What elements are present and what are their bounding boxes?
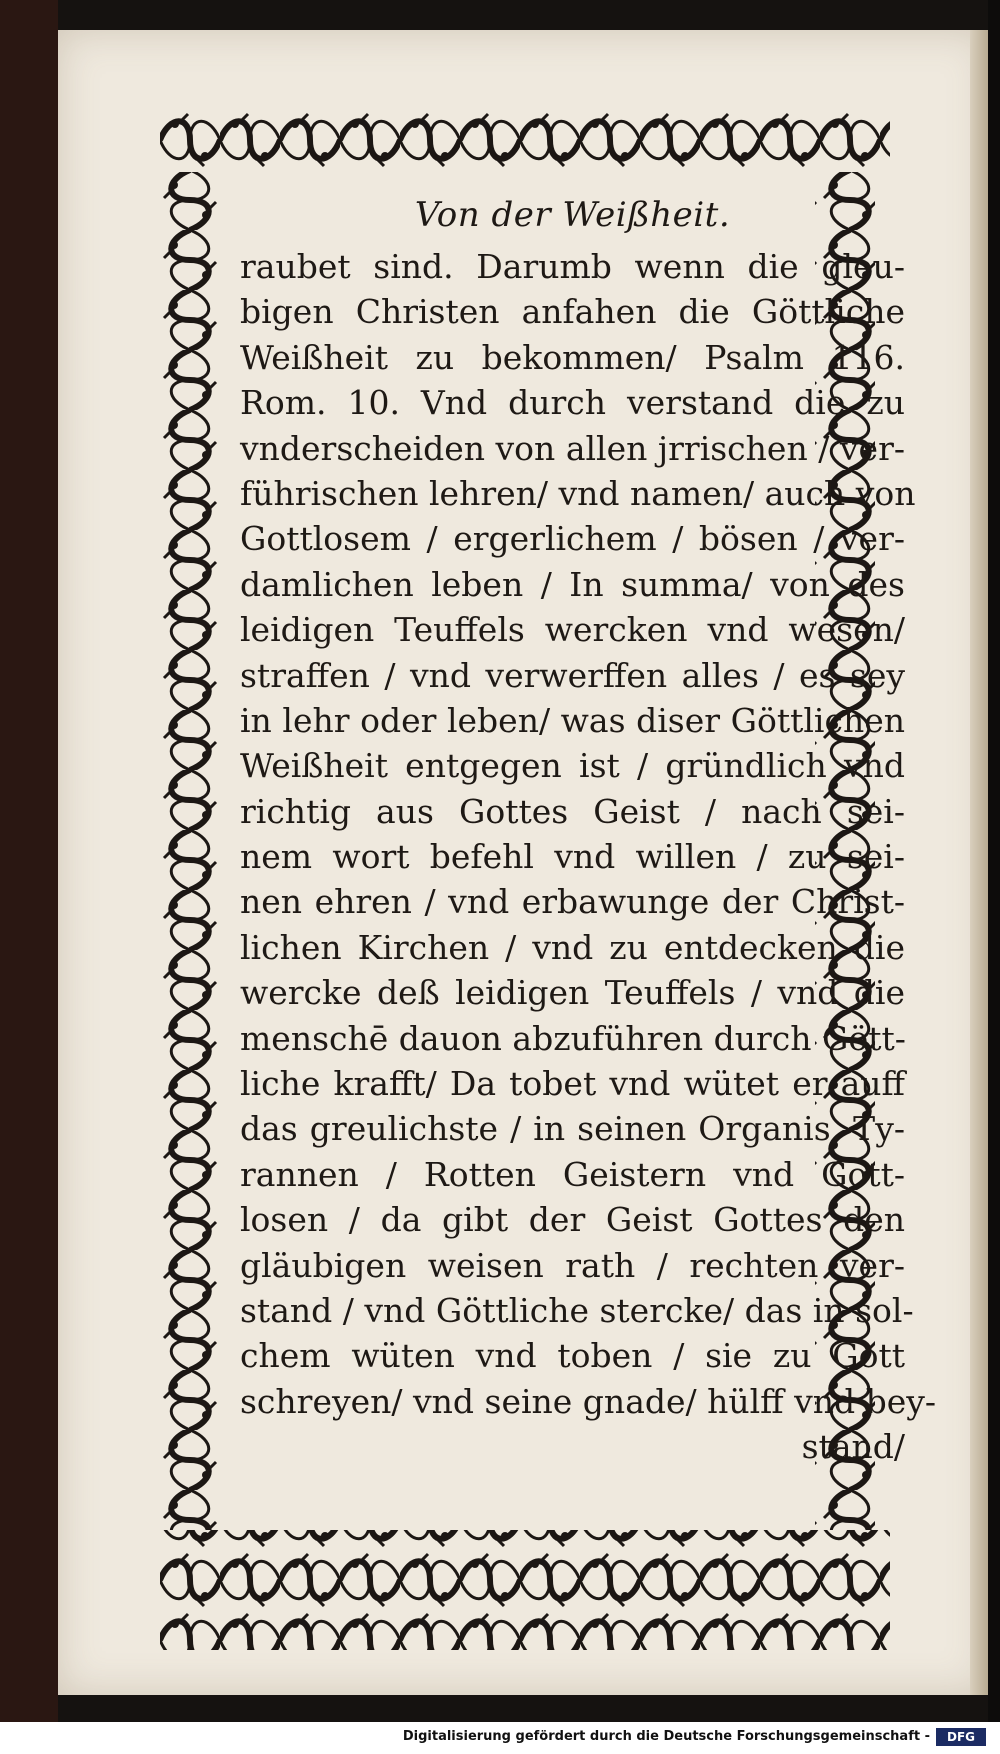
text-line: Rom. 10. Vnd durch verstand die zu: [240, 383, 905, 423]
text-line: richtig aus Gottes Geist / nach sei-: [240, 791, 905, 831]
text-line: bigen Christen anfahen die Göttliche: [240, 292, 905, 332]
text-line: gläubigen weisen rath / rechten ver-: [240, 1245, 905, 1285]
text-line: Weißheit zu bekommen/ Psalm 116.: [240, 337, 905, 377]
text-line: in lehr oder leben/ was diser Göttlichen: [240, 700, 905, 740]
text-line: stand / vnd Göttliche stercke/ das in sol-: [240, 1290, 914, 1330]
text-line: raubet sind. Darumb wenn die gleu-: [240, 247, 905, 286]
text-line: chem wüten vnd toben / sie zu Gott: [240, 1336, 905, 1376]
text-line: nen ehren / vnd erbawunge der Christ-: [240, 882, 905, 922]
text-line: rannen / Rotten Geistern vnd Gott-: [240, 1154, 905, 1194]
text-line: Gottlosem / ergerlichem / bösen / ver-: [240, 519, 905, 559]
text-line: Weißheit entgegen ist / gründlich vnd: [240, 746, 905, 786]
catchword-line: stand/: [801, 1427, 905, 1467]
text-line: menschē dauon abzuführen durch Gött-: [240, 1018, 906, 1058]
text-line: führischen lehren/ vnd namen/ auch von: [240, 473, 916, 513]
text-line: schreyen/ vnd seine gnade/ hülff vnd bey-: [240, 1381, 937, 1421]
text-line: leidigen Teuffels wercken vnd wesen/: [240, 610, 905, 650]
footer-bar: [0, 1722, 1000, 1754]
scan-background-left: [0, 0, 58, 1754]
text-line: losen / da gibt der Geist Gottes den: [240, 1200, 905, 1240]
page-text: [240, 190, 937, 1470]
text-line: das greulichste / in seinen Organis, Ty-: [240, 1109, 905, 1149]
text-line: lichen Kirchen / vnd zu entdecken die: [240, 927, 905, 967]
text-line: straffen / vnd verwerffen alles / es sey: [240, 655, 905, 695]
text-line: damlichen leben / In summa/ von des: [240, 564, 905, 604]
text-line: vnderscheiden von allen jrrischen / ver-: [240, 428, 905, 468]
text-line: wercke deß leidigen Teuffels / vnd die: [240, 973, 905, 1013]
text-line: liche krafft/ Da tobet vnd wütet er auff: [240, 1064, 905, 1104]
footer-credit: Digitalisierung gefördert durch die Deutsche Forschungsgemeinschaft -: [402, 1729, 930, 1744]
text-line: nem wort befehl vnd willen / zu sei-: [240, 837, 905, 877]
dfg-logo: DFG: [936, 1728, 986, 1746]
running-head: Von der Weißheit.: [414, 195, 731, 235]
